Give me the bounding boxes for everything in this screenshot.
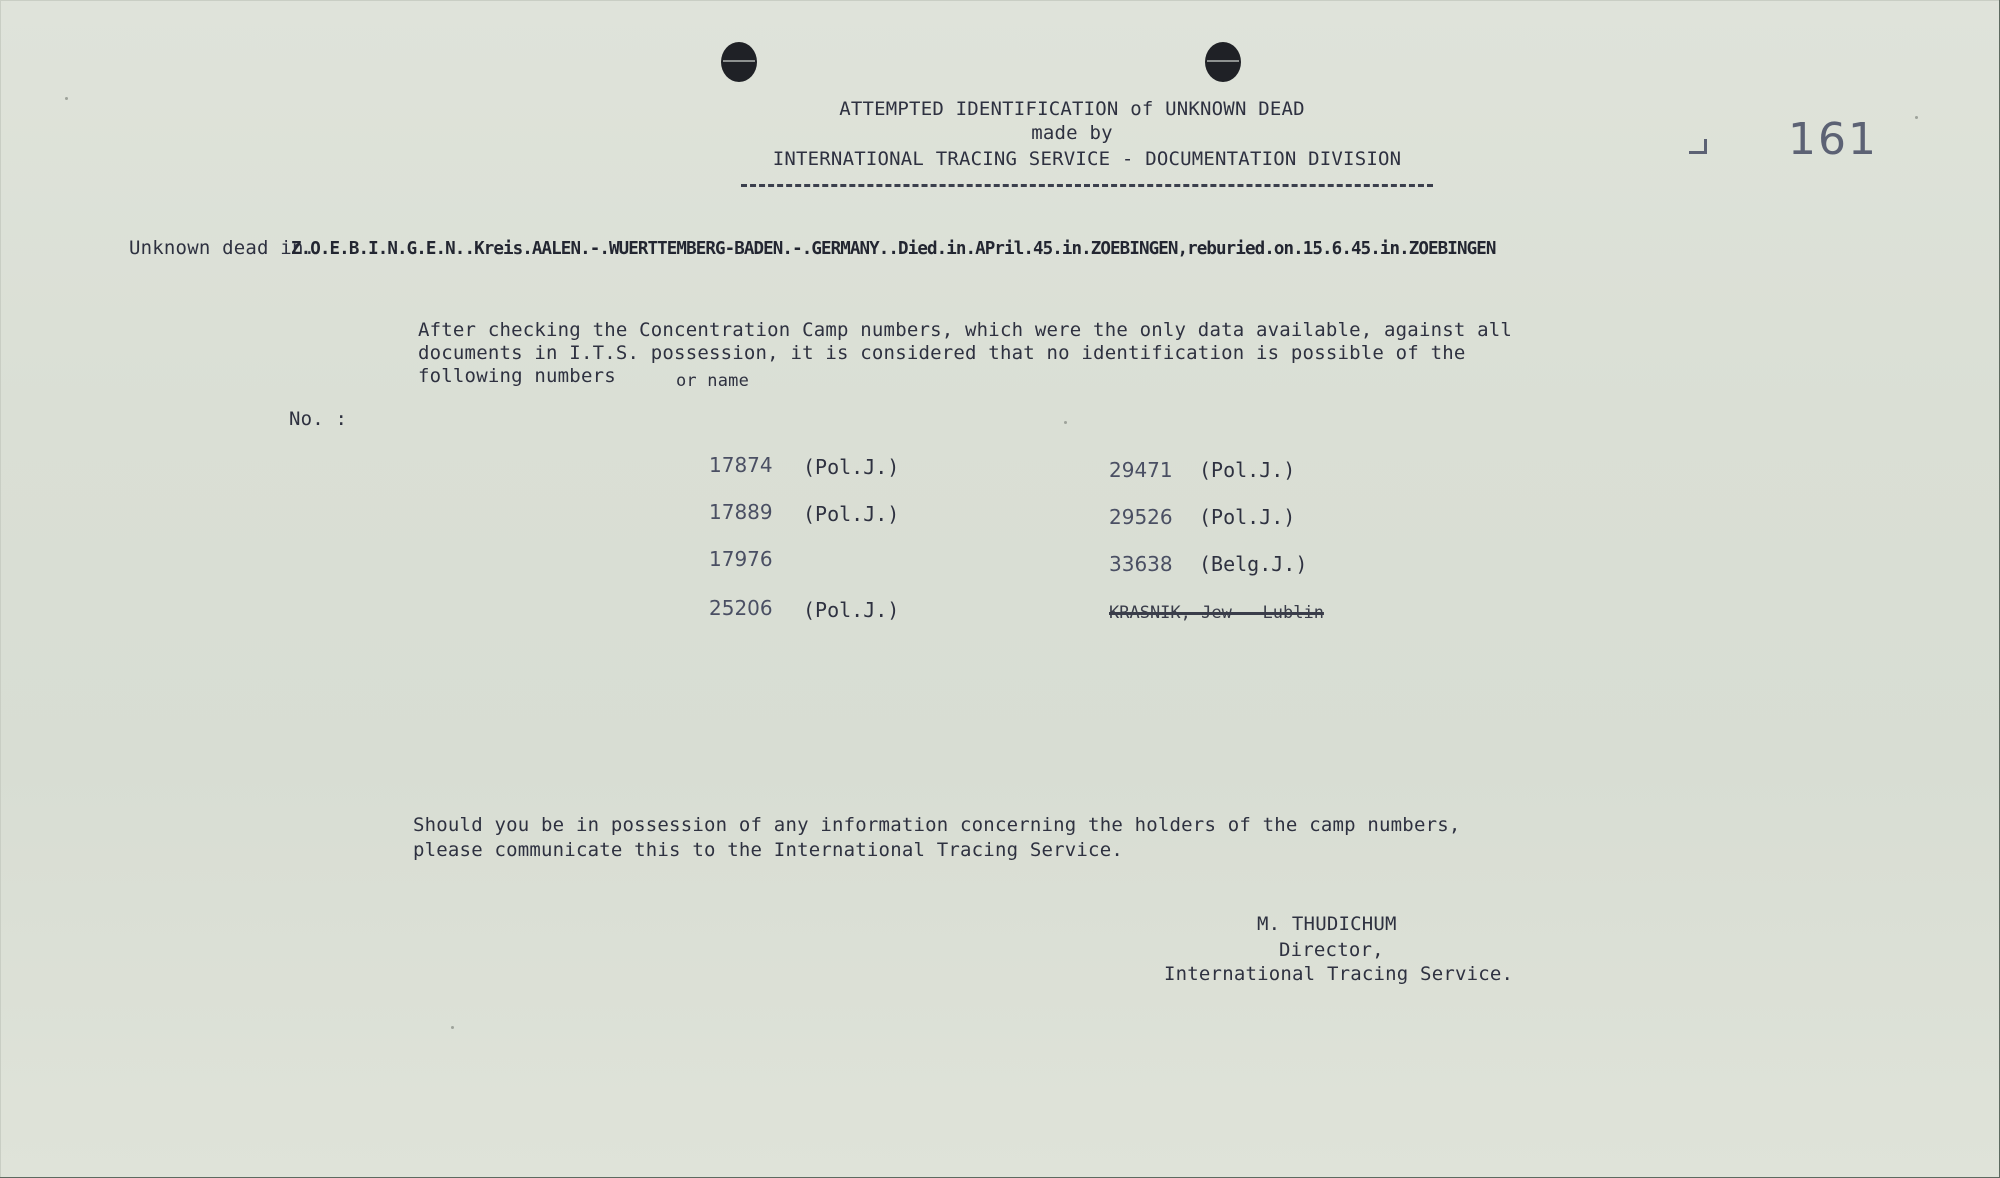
left-number-3: 17976 <box>709 547 773 571</box>
signature-org: International Tracing Service. <box>1164 963 1514 985</box>
right-number-1: 29471 <box>1109 458 1173 482</box>
title-line-2: made by <box>1031 122 1113 144</box>
left-number-4: 25206 <box>709 596 773 620</box>
paper-speck <box>65 97 68 100</box>
reference-mark <box>1689 151 1707 154</box>
punch-hole-left <box>721 42 757 82</box>
struck-name: KRASNIK, Jew - Lublin <box>1109 603 1324 623</box>
closing-line-1: Should you be in possession of any information concerning the holders of the camp numbers, <box>413 814 1461 836</box>
right-note-2: (Pol.J.) <box>1199 505 1296 529</box>
left-number-1: 17874 <box>709 453 773 477</box>
paper-speck <box>451 1026 454 1029</box>
right-number-2: 29526 <box>1109 505 1173 529</box>
subject-prefix: Unknown dead in. <box>129 237 316 259</box>
closing-line-2: please communicate this to the International Tracing Service. <box>413 839 1123 861</box>
signature-title: Director, <box>1279 939 1384 961</box>
left-note-1: (Pol.J.) <box>803 455 900 479</box>
left-note-4: (Pol.J.) <box>803 598 900 622</box>
title-line-3: INTERNATIONAL TRACING SERVICE - DOCUMENTATION DIVISION <box>772 148 1402 170</box>
numbers-label: No. : <box>289 408 348 430</box>
title-underline <box>741 184 1433 187</box>
body-added-text: or name <box>676 371 750 391</box>
paper-speck <box>1915 116 1918 119</box>
reference-number: 161 <box>1788 114 1878 165</box>
title-line-1: ATTEMPTED IDENTIFICATION of UNKNOWN DEAD <box>839 98 1305 120</box>
left-note-2: (Pol.J.) <box>803 502 900 526</box>
left-number-2: 17889 <box>709 500 773 524</box>
body-line-1: After checking the Concentration Camp numbers, which were the only data available, against all <box>418 319 1513 341</box>
paper-speck <box>1064 421 1067 424</box>
right-note-3: (Belg.J.) <box>1199 552 1308 576</box>
right-note-1: (Pol.J.) <box>1199 458 1296 482</box>
signature-name: M. THUDICHUM <box>1257 913 1397 935</box>
right-number-3: 33638 <box>1109 552 1173 576</box>
body-line-3: following numbers <box>418 365 616 387</box>
punch-hole-right <box>1205 42 1241 82</box>
subject-details: Z.O.E.B.I.N.G.E.N..Kreis.AALEN.-.WUERTTEMBERG-BADEN.-.GERMANY..Died.in.APril.45.in.ZOEBINGEN,reburied.on.15.6.45.in.ZOEBINGEN <box>291 239 1496 259</box>
body-line-2: documents in I.T.S. possession, it is considered that no identification is possible of the <box>418 342 1466 364</box>
